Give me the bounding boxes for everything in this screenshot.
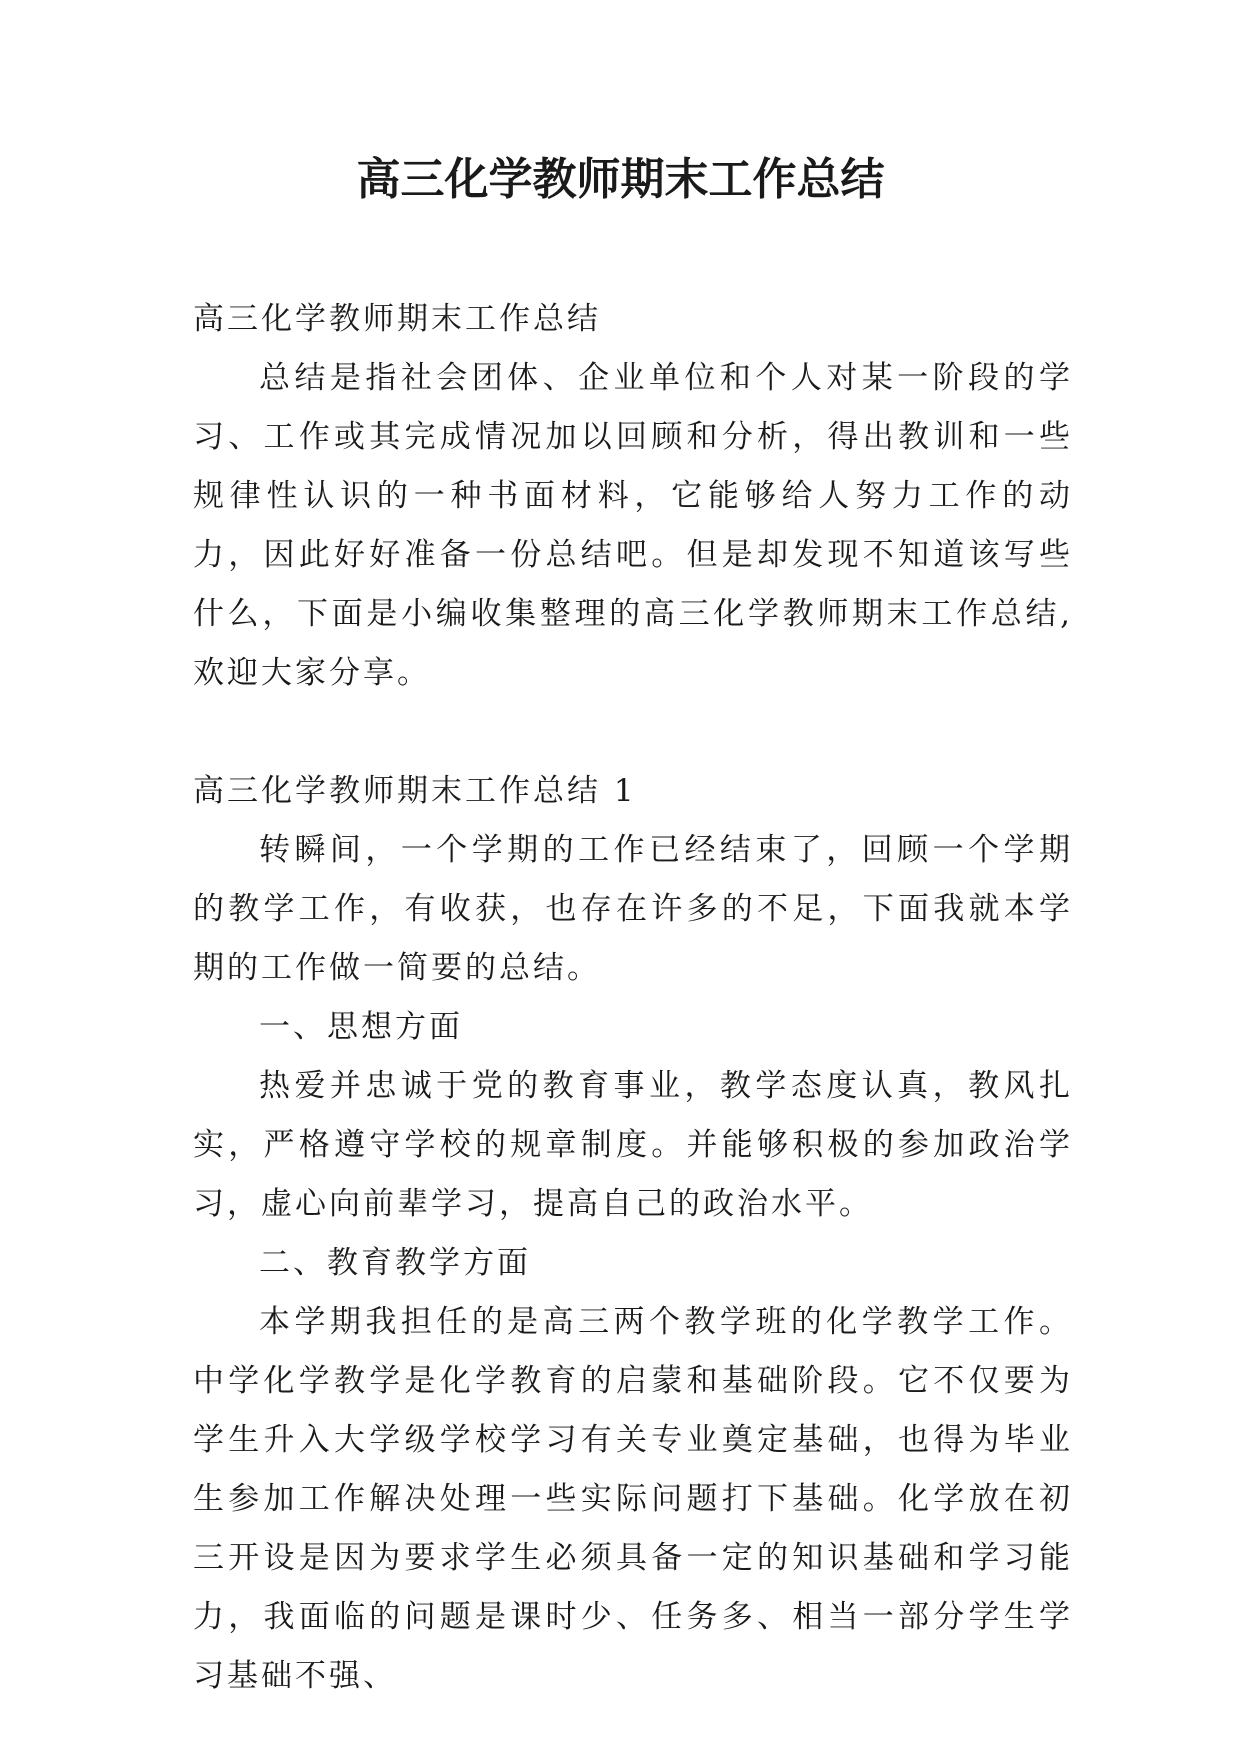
section1-paragraph-1: 转瞬间，一个学期的工作已经结束了，回顾一个学期的教学工作，有收获，也存在许多的不足，下面我就本学期的工作做一简要的总结。 xyxy=(193,832,1073,986)
paragraph-teaching: 本学期我担任的是高三两个教学班的化学教学工作。中学化学教学是化学教育的启蒙和基础阶段。它不仅要为学生升入大学级学校学习有关专业奠定基础，也得为毕业生参加工作解决处理一些实际问题打下基础。化学放在初三开设是因为要求学生必须具备一定的知识基础和学习能力，我面临的问题是课时少、任务多、相当一部分学生学习基础不强、 xyxy=(193,1304,1073,1694)
section-heading-1: 高三化学教师期末工作总结 1 xyxy=(193,773,637,809)
intro-paragraph: 总结是指社会团体、企业单位和个人对某一阶段的学习、工作或其完成情况加以回顾和分析，得出教训和一些规律性认识的一种书面材料，它能够给人努力工作的动力，因此好好准备一份总结吧。但是却发现不知道该写些什么，下面是小编收集整理的高三化学教师期末工作总结,欢迎大家分享。 xyxy=(193,360,1073,691)
document-subtitle: 高三化学教师期末工作总结 xyxy=(193,301,601,337)
document-body xyxy=(193,290,1073,1706)
paragraph-thought: 热爱并忠诚于党的教育事业，教学态度认真，教风扎实，严格遵守学校的规章制度。并能够积极的参加政治学习，虚心向前辈学习，提高自己的政治水平。 xyxy=(193,1068,1073,1222)
heading-thought: 一、思想方面 xyxy=(259,1009,463,1045)
heading-teaching: 二、教育教学方面 xyxy=(259,1245,531,1281)
document-title: 高三化学教师期末工作总结 xyxy=(356,154,885,205)
